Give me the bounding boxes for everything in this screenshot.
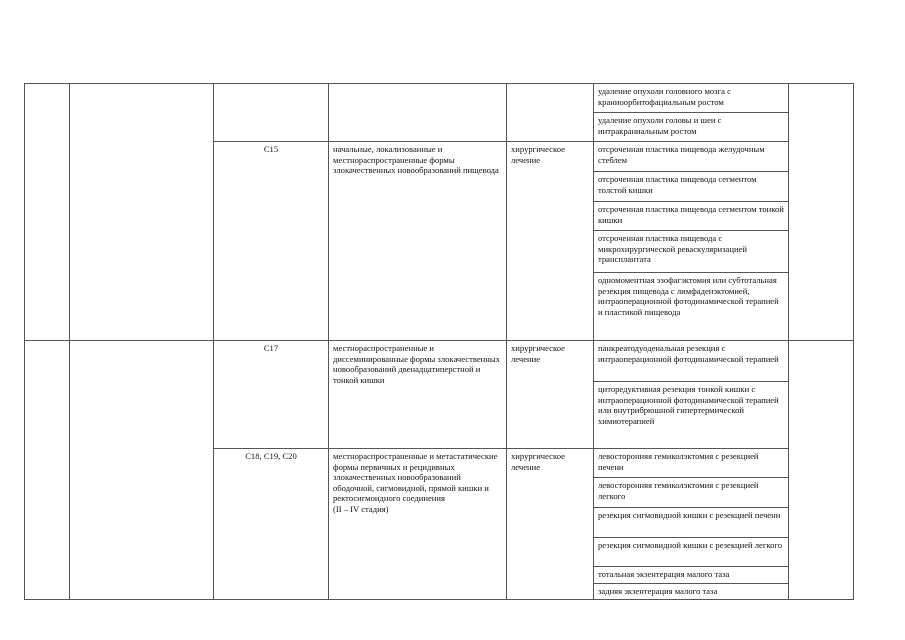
method-cell: резекция сигмовидной кишки с резекцией печени <box>594 508 789 538</box>
method-cell: удаление опухоли головного мозга с краниоорбитофациальным ростом <box>594 84 789 113</box>
method-cell: резекция сигмовидной кишки с резекцией легкого <box>594 538 789 567</box>
patient-model-cell <box>329 84 507 142</box>
number-cell <box>25 84 70 341</box>
treatment-type-cell: хирургическое лечение <box>507 341 594 449</box>
icd-code-cell <box>214 84 329 142</box>
stage-text: (II – IV стадия) <box>333 503 389 514</box>
profile-cell <box>70 84 214 341</box>
patient-model-cell: местнораспространенные и диссеминированные формы злокачественных новообразований двенадцатиперстной и тонкой кишки <box>329 341 507 449</box>
treatment-table <box>24 83 854 600</box>
table-row <box>25 84 854 113</box>
table-row <box>25 341 854 382</box>
method-cell: задняя экзентерация малого таза <box>594 584 789 600</box>
method-cell: левосторонняя гемиколэктомия с резекцией легкого <box>594 478 789 508</box>
method-cell: отсроченная пластика пищевода желудочным стеблем <box>594 142 789 172</box>
method-cell: удаление опухоли головы и шеи с интракраниальным ростом <box>594 113 789 142</box>
patient-model-cell: начальные, локализованные и местнораспространенные формы злокачественных новообразований пищевода <box>329 142 507 341</box>
number-cell <box>25 341 70 600</box>
cost-cell <box>789 84 854 341</box>
patient-model-cell <box>329 449 507 600</box>
treatment-type-cell <box>507 84 594 142</box>
method-cell: одномоментная эзофагэктомия или субтотальная резекция пищевода с лимфаденэктомией, интраоперационной фотодинамической терапией и пластикой пищевода <box>594 273 789 341</box>
method-cell: отсроченная пластика пищевода сегментом толстой кишки <box>594 172 789 202</box>
method-cell: циторедуктивная резекция тонкой кишки с интраоперационной фотодинамической терапией или внутрибрюшной гипертермической химиотерапией <box>594 382 789 449</box>
icd-code-cell: C17 <box>214 341 329 449</box>
method-cell: панкреатодуоденальная резекция с интраоперационной фотодинамической терапией <box>594 341 789 382</box>
treatment-type-cell: хирургическое лечение <box>507 449 594 600</box>
method-cell: тотальная экзентерация малого таза <box>594 567 789 584</box>
method-cell: отсроченная пластика пищевода сегментом тонкой кишки <box>594 202 789 231</box>
method-cell: отсроченная пластика пищевода с микрохирургической реваскуляризацией трансплантата <box>594 231 789 273</box>
cost-cell <box>789 341 854 600</box>
icd-code-cell: C18, C19, C20 <box>214 449 329 600</box>
profile-cell <box>70 341 214 600</box>
icd-code-cell: C15 <box>214 142 329 341</box>
treatment-type-cell: хирургическое лечение <box>507 142 594 341</box>
method-cell: левосторонняя гемиколэктомия с резекцией печени <box>594 449 789 478</box>
patient-model-text: местнораспространенные и метастатические формы первичных и рецидивных злокачественных новообразований ободочной, сигмовидной, прямой кишки и ректосигмоидного соединения <box>333 451 498 504</box>
